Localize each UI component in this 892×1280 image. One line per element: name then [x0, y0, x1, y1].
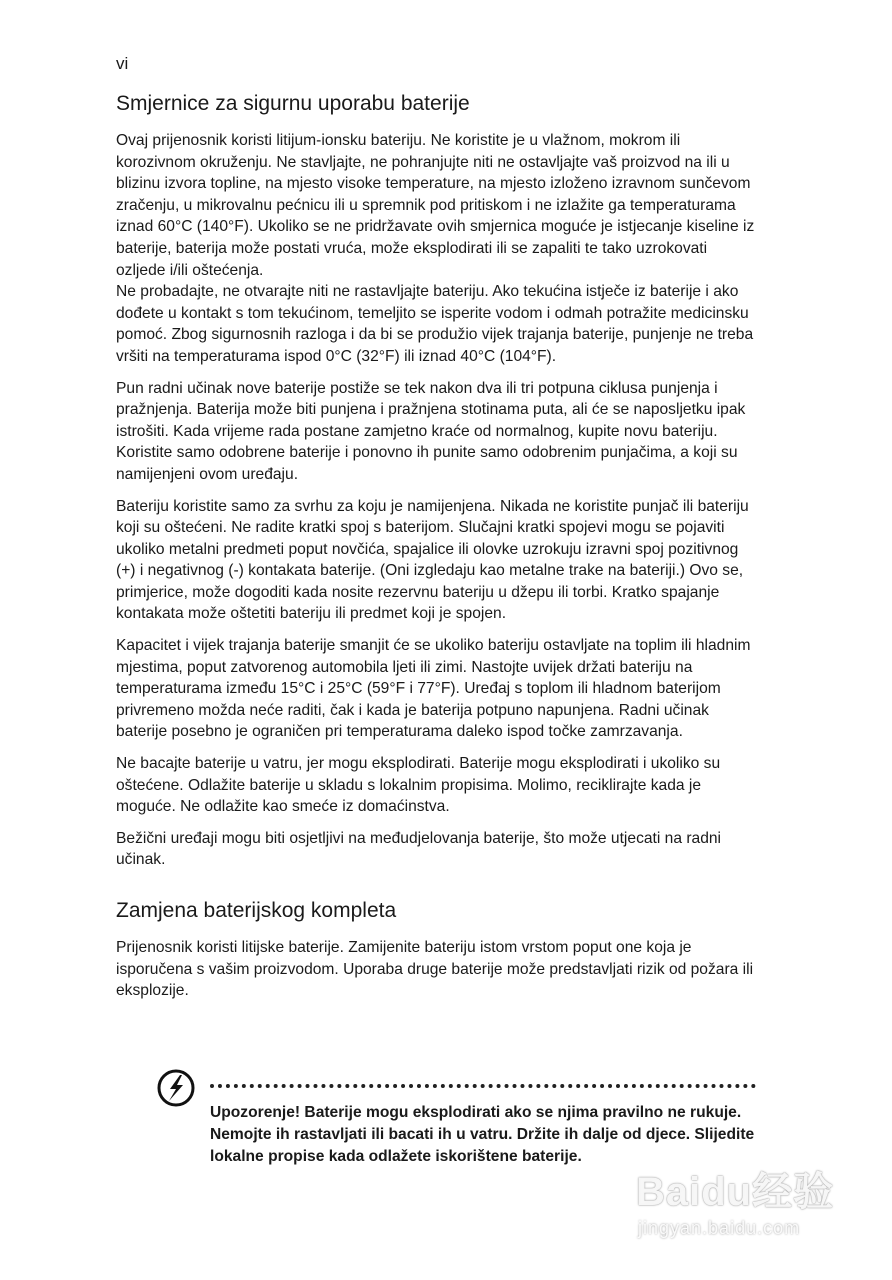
- warning-text: Upozorenje! Baterije mogu eksplodirati ako se njima pravilno ne rukuje. Nemojte ih rastavljati ili bacati ih u vatru. Držite ih dalje od djece. Slijedite lokalne propise kada odlažete iskorištene baterije.: [210, 1104, 755, 1165]
- paragraph: Pun radni učinak nove baterije postiže se tek nakon dva ili tri potpuna ciklusa punjenja i pražnjenja. Baterija može biti punjena i pražnjena stotinama puta, ali će se naposljetku ipak istrošiti. Kada vrijeme rada postane zamjetno kraće od normalnog, kupite novu bateriju. Koristite samo odobrene baterije i ponovno ih punite samo odobrenim punjačima, a koji su namijenjeni ovom uređaju.: [116, 379, 746, 483]
- lightning-warning-icon: [156, 1068, 196, 1108]
- page-number: vi: [116, 54, 129, 73]
- paragraph-text: Ne probadajte, ne otvarajte niti ne rastavljajte bateriju. Ako tekućina istječe iz baterije i ako dođete u kontakt s tom tekućinom, temeljito se isperite vodom i odmah potražite medicinsku pomoć. Zbog sigurnosnih razloga i da bi se produžio vijek trajanja baterije, punjenje ne treba vršiti na temperaturama ispod 0°C (32°F) ili iznad 40°C (104°F).: [116, 283, 754, 365]
- paragraph: Prijenosnik koristi litijske baterije. Zamijenite bateriju istom vrstom poput one koja je isporučena s vašim proizvodom. Uporaba druge baterije može predstavljati rizik od požara ili eksplozije.: [116, 939, 754, 1000]
- watermark-logo: Baidu经验: [636, 1170, 835, 1214]
- paragraph: Kapacitet i vijek trajanja baterije smanjit će se ukoliko bateriju ostavljate na toplim ili hladnim mjestima, poput zatvorenog automobila ljeti ili zimi. Nastojte uvijek držati bateriju na temperaturama između 15°C i 25°C (59°F i 77°F). Uređaj s toplom ili hladnom baterijom privremeno možda neće raditi, čak i kada je baterija potpuno napunjena. Radni učinak baterije posebno je ograničen pri temperaturama daleko ispod točke zamrzavanja.: [116, 637, 751, 741]
- page-content: [116, 90, 756, 1012]
- watermark: [636, 1160, 866, 1260]
- section-title-battery-replacement: Zamjena baterijskog kompleta: [116, 899, 397, 922]
- section-title-battery-safety: Smjernice za sigurnu uporabu baterije: [116, 92, 470, 115]
- paragraph-text: Ovaj prijenosnik koristi litijum-ionsku bateriju. Ne koristite je u vlažnom, mokrom ili korozivnom okruženju. Ne stavljajte, ne pohranjujte niti ne ostavljajte vaš proizvod na ili u blizinu izvora topline, na mjesto visoke temperature, na mjesto izloženo izravnom sunčevom zračenju, u mikrovalnu pećnicu ili u spremnik pod pritiskom i ne izlažite ga temperaturama iznad 60°C (140°F). Ukoliko se ne pridržavate ovih smjernica moguće je istjecanje kiseline iz baterije, baterija može postati vruća, može eksplodirati ili se zapaliti te tako uzrokovati ozljede i/ili oštećenja.: [116, 132, 755, 279]
- dotted-divider: [210, 1084, 756, 1088]
- paragraph: [116, 130, 756, 368]
- paragraph: Bateriju koristite samo za svrhu za koju je namijenjena. Nikada ne koristite punjač ili bateriju koji su oštećeni. Ne radite kratki spoj s baterijom. Slučajni kratki spojevi mogu se pojaviti ukoliko metalni predmeti poput novčića, spajalice ili olovke uzrokuju izravni spoj pozitivnog (+) i negativnog (-) kontakata baterije. (Oni izgledaju kao metalne trake na bateriji.) Ovo se, primjerice, može dogoditi kada nosite rezervnu bateriju u džepu ili torbi. Kratko spajanje kontakata može oštetiti bateriju ili predmet koji je spojen.: [116, 497, 749, 623]
- watermark-url: jingyan.baidu.com: [638, 1218, 801, 1238]
- paragraph: Ne bacajte baterije u vatru, jer mogu eksplodirati. Baterije mogu eksplodirati i ukoliko su oštećene. Odlažite baterije u skladu s lokalnim propisima. Molimo, reciklirajte kada je moguće. Ne odlažite kao smeće iz domaćinstva.: [116, 755, 721, 816]
- paragraph: Bežični uređaji mogu biti osjetljivi na međudjelovanja baterije, što može utjecati na radni učinak.: [116, 829, 722, 869]
